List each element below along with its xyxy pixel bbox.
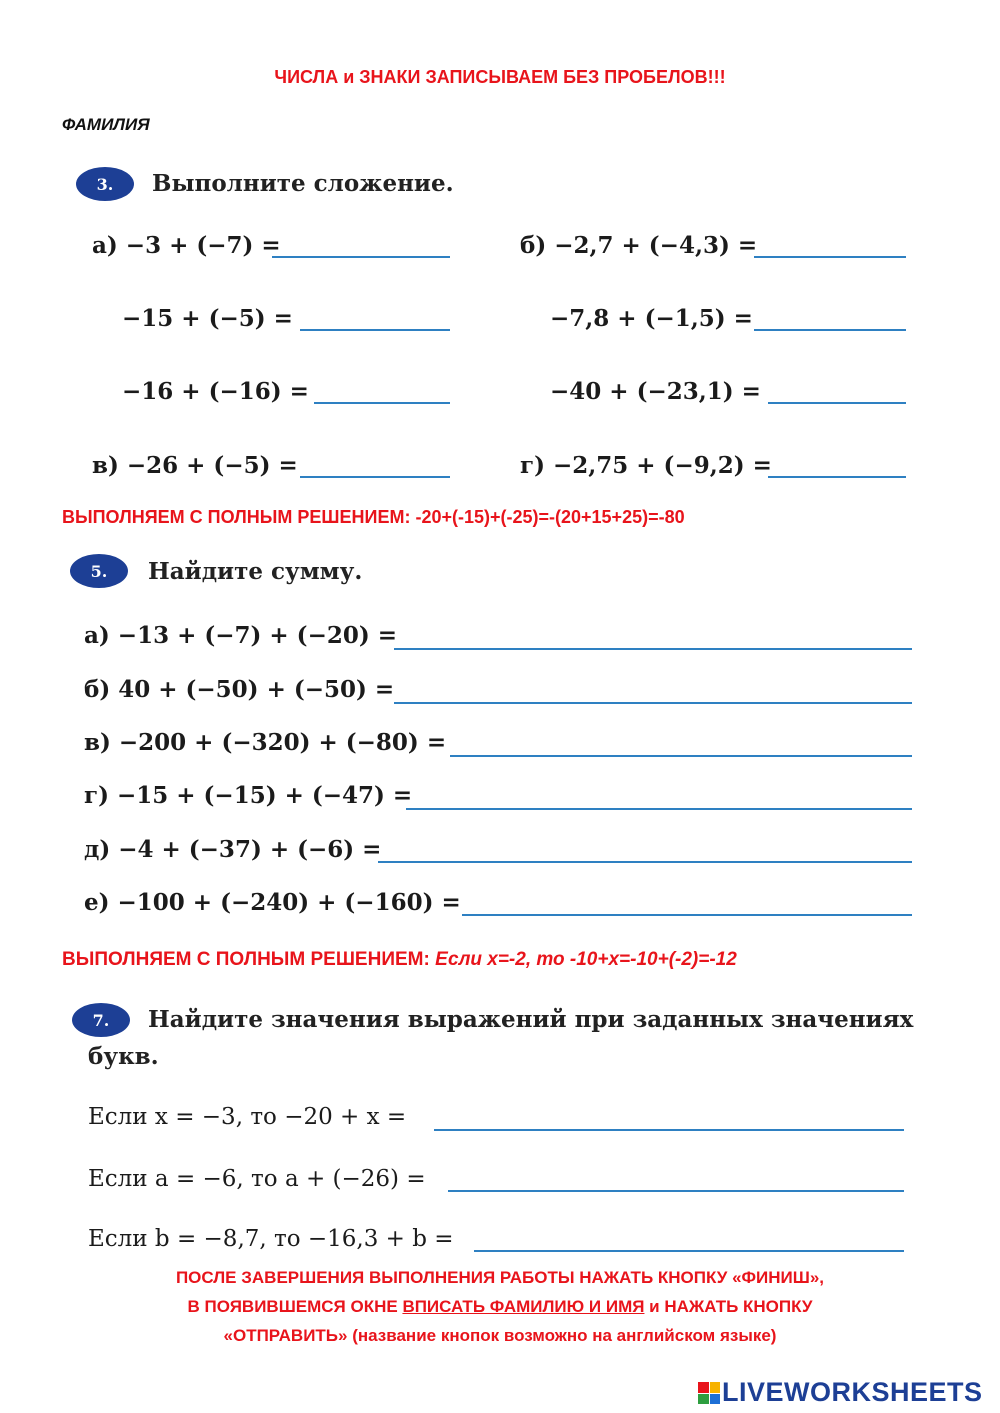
task-3a-1-expression: а) −3 + (−7) = xyxy=(92,232,281,259)
footer-line-2-part-b: ВПИСАТЬ ФАМИЛИЮ И ИМЯ xyxy=(402,1297,645,1316)
task-7-3-answer-line xyxy=(474,1250,904,1252)
task-3-title: Выполните сложение. xyxy=(152,170,454,197)
task-3a-3-answer-line xyxy=(314,402,450,404)
task-5d-expression: д) −4 + (−37) + (−6) = xyxy=(84,836,382,863)
task-3a-3-answer-input[interactable] xyxy=(314,375,450,401)
task-3b-2-expression: −7,8 + (−1,5) = xyxy=(550,305,753,332)
task-5g-expression: г) −15 + (−15) + (−47) = xyxy=(84,782,413,809)
footer-line-2-part-c: и НАЖАТЬ КНОПКУ xyxy=(644,1297,813,1316)
task-5v-answer-line xyxy=(450,755,912,757)
task-3g-answer-line xyxy=(768,476,906,478)
task-7-2-answer-line xyxy=(448,1190,904,1192)
task-5b-expression: б) 40 + (−50) + (−50) = xyxy=(84,676,395,703)
task-7-title-line1: Найдите значения выражений при заданных значениях xyxy=(148,1006,914,1033)
task-5a-answer-input[interactable] xyxy=(394,621,912,647)
task-5e-expression: е) −100 + (−240) + (−160) = xyxy=(84,889,461,916)
task-7-instruction-prefix: ВЫПОЛНЯЕМ С ПОЛНЫМ РЕШЕНИЕМ: xyxy=(62,949,436,970)
task-7-3-answer-input[interactable] xyxy=(474,1223,904,1249)
task-5-instruction: ВЫПОЛНЯЕМ С ПОЛНЫМ РЕШЕНИЕМ: -20+(-15)+(-25)=-(20+15+25)=-80 xyxy=(62,507,685,527)
surname-label: ФАМИЛИЯ xyxy=(62,115,150,134)
task-3b-1-answer-line xyxy=(754,256,906,258)
task-5e-answer-input[interactable] xyxy=(462,887,912,913)
task-3a-3-expression: −16 + (−16) = xyxy=(122,378,309,405)
footer-line-3 xyxy=(0,1326,1000,1346)
task-3v-expression: в) −26 + (−5) = xyxy=(92,452,298,479)
footer-line-2-part-a: В ПОЯВИВШЕМСЯ ОКНЕ xyxy=(187,1297,403,1316)
task-7-title-line2: букв. xyxy=(88,1043,159,1070)
task-5b-answer-line xyxy=(394,702,912,704)
no-spaces-warning: ЧИСЛА и ЗНАКИ ЗАПИСЫВАЕМ БЕЗ ПРОБЕЛОВ!!! xyxy=(274,67,726,87)
task-7-badge: 7. xyxy=(72,1003,130,1037)
task-5d-answer-input[interactable] xyxy=(378,834,912,860)
task-5a-answer-line xyxy=(394,648,912,650)
task-3g-answer-input[interactable] xyxy=(768,449,906,475)
task-7-1-expression: Если x = −3, то −20 + x = xyxy=(88,1104,407,1130)
task-3b-1-expression: б) −2,7 + (−4,3) = xyxy=(520,232,758,259)
footer-line-3-part-b: (название кнопок возможно на английском языке) xyxy=(347,1326,777,1345)
task-3a-2-answer-line xyxy=(300,329,450,331)
task-3b-3-answer-input[interactable] xyxy=(768,375,906,401)
task-5e-answer-line xyxy=(462,914,912,916)
footer-line-1: ПОСЛЕ ЗАВЕРШЕНИЯ ВЫПОЛНЕНИЯ РАБОТЫ НАЖАТЬ КНОПКУ «ФИНИШ», xyxy=(175,1268,825,1287)
task-3a-2-answer-input[interactable] xyxy=(300,302,450,328)
liveworksheets-logo-text: LIVEWORKSHEETS xyxy=(722,1377,983,1407)
task-7-2-expression: Если a = −6, то a + (−26) = xyxy=(88,1166,426,1192)
task-7-2-answer-input[interactable] xyxy=(448,1163,904,1189)
task-3-badge: 3. xyxy=(76,167,134,201)
task-3b-3-expression: −40 + (−23,1) = xyxy=(550,378,761,405)
task-7-instruction xyxy=(62,949,737,971)
liveworksheets-logo-icon xyxy=(698,1382,720,1404)
task-5a-expression: а) −13 + (−7) + (−20) = xyxy=(84,622,398,649)
footer-line-3-part-a: «ОТПРАВИТЬ» xyxy=(223,1326,348,1345)
task-3a-1-answer-line xyxy=(272,256,450,258)
task-7-3-expression: Если b = −8,7, то −16,3 + b = xyxy=(88,1226,454,1252)
task-3v-answer-line xyxy=(300,476,450,478)
task-3v-answer-input[interactable] xyxy=(300,449,450,475)
footer-line-2 xyxy=(0,1297,1000,1317)
task-3b-2-answer-line xyxy=(754,329,906,331)
task-3g-expression: г) −2,75 + (−9,2) = xyxy=(520,452,772,479)
task-3b-3-answer-line xyxy=(768,402,906,404)
task-3a-1-answer-input[interactable] xyxy=(272,229,450,255)
task-3b-1-answer-input[interactable] xyxy=(754,229,906,255)
task-7-1-answer-input[interactable] xyxy=(434,1102,904,1128)
task-5v-answer-input[interactable] xyxy=(450,728,912,754)
task-7-1-answer-line xyxy=(434,1129,904,1131)
task-5b-answer-input[interactable] xyxy=(394,675,912,701)
task-5g-answer-input[interactable] xyxy=(406,781,912,807)
task-5-badge: 5. xyxy=(70,554,128,588)
task-7-instruction-example: Если х=-2, то -10+х=-10+(-2)=-12 xyxy=(435,949,737,970)
task-3a-2-expression: −15 + (−5) = xyxy=(122,305,293,332)
task-5g-answer-line xyxy=(406,808,912,810)
task-5-title: Найдите сумму. xyxy=(148,558,363,585)
task-5d-answer-line xyxy=(378,861,912,863)
task-3b-2-answer-input[interactable] xyxy=(754,302,906,328)
task-5v-expression: в) −200 + (−320) + (−80) = xyxy=(84,729,447,756)
